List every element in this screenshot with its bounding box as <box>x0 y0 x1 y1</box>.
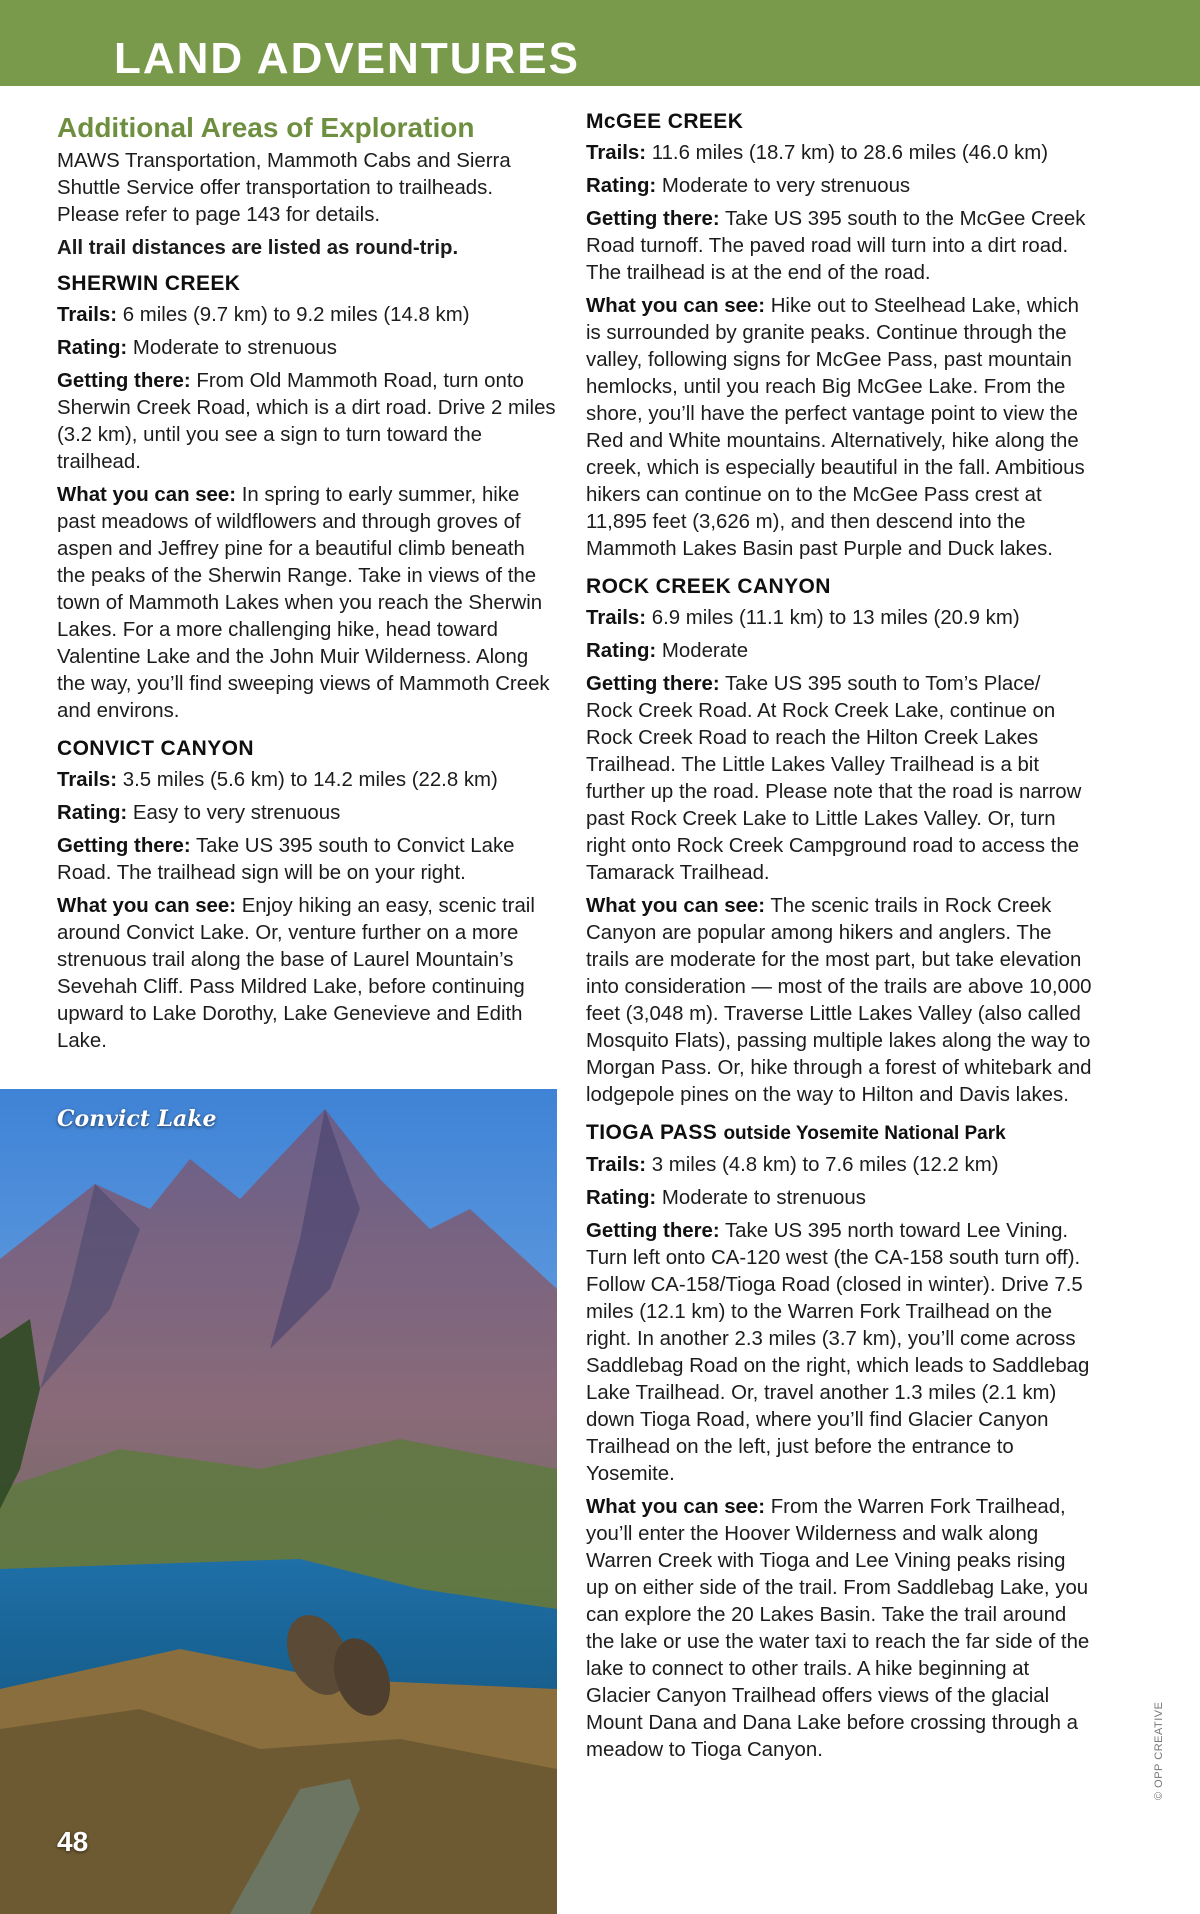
trail-rating <box>586 173 1092 200</box>
trail-what-you-can-see <box>57 482 557 725</box>
what-you-can-see-label: What you can see: <box>586 1496 766 1518</box>
rating-value: Moderate to strenuous <box>661 1187 866 1209</box>
trail-what-you-can-see <box>586 293 1092 563</box>
left-column <box>57 110 557 1061</box>
what-you-can-see-label: What you can see: <box>586 895 766 917</box>
trail-rating <box>57 335 557 362</box>
trail-what-you-can-see <box>586 1494 1092 1764</box>
getting-there-label: Getting there: <box>586 1220 720 1242</box>
mountain-lake-illustration <box>0 1089 557 1914</box>
photo-credit: © OPP CREATIVE <box>1153 1701 1165 1800</box>
trail-distance <box>586 605 1092 632</box>
rating-label: Rating: <box>586 1187 657 1209</box>
what-you-can-see-text: The scenic trails in Rock Creek Canyon are popular among hikers and anglers. The trails are moderate for the most part, but take elevation into consideration — most of the trails are above 10,000 feet (3,048 m). Traverse Little Lakes Valley (also called Mosquito Flats), passing multiple lakes along the way to Morgan Pass. Or, hike through a forest of whitebark and lodgepole pines on the way to Hilton and Davis lakes. <box>586 895 1092 1106</box>
header-band <box>0 0 1200 86</box>
trail-distance <box>586 1152 1092 1179</box>
rating-value: Easy to very strenuous <box>132 802 341 824</box>
trail-section-tioga-pass <box>586 1119 1092 1764</box>
what-you-can-see-label: What you can see: <box>57 484 237 506</box>
convict-lake-photo <box>0 1089 557 1914</box>
trail-rating <box>586 1185 1092 1212</box>
trail-getting-there <box>57 833 557 887</box>
trail-rating <box>586 638 1092 665</box>
trail-title-extra: outside Yosemite National Park <box>723 1123 1006 1144</box>
getting-there-text: Take US 395 north toward Lee Vining. Turn left onto CA-120 west (the CA-158 south turn off). Follow CA-158/Tioga Road (closed in winter). Drive 7.5 miles (12.1 km) to the Warren Fork Trailhead on the right. In another 2.3 miles (3.7 km), you’ll come across Saddlebag Road on the right, which leads to Saddlebag Lake Trailhead. Or, travel another 1.3 miles (2.1 km) down Tioga Road, where you’ll find Glacier Canyon Trailhead on the left, just before the entrance to Yosemite. <box>586 1220 1090 1485</box>
trail-getting-there <box>57 368 557 476</box>
trails-value: 3 miles (4.8 km) to 7.6 miles (12.2 km) <box>651 1154 999 1176</box>
trails-value: 3.5 miles (5.6 km) to 14.2 miles (22.8 km) <box>122 769 498 791</box>
trail-title: ROCK CREEK CANYON <box>586 575 831 598</box>
trail-title: SHERWIN CREEK <box>57 272 241 295</box>
trail-section-sherwin-creek <box>57 270 557 725</box>
what-you-can-see-text: In spring to early summer, hike past meadows of wildflowers and through groves of aspen and Jeffrey pine for a beautiful climb beneath the peaks of the Sherwin Range. Take in views of the town of Mammoth Lakes when you reach the Sherwin Lakes. For a more challenging hike, head toward Valentine Lake and the John Muir Wilderness. Along the way, you’ll find sweeping views of Mammoth Creek and environs. <box>57 484 550 722</box>
intro-paragraph: MAWS Transportation, Mammoth Cabs and Sierra Shuttle Service offer transportation to trailheads. Please refer to page 143 for details. <box>57 150 511 226</box>
what-you-can-see-text: From the Warren Fork Trailhead, you’ll enter the Hoover Wilderness and walk along Warren Creek with Tioga and Lee Vining peaks rising up on either side of the trail. From Saddlebag Lake, you can explore the 20 Lakes Basin. Take the trail around the lake or use the water taxi to reach the far side of the lake to connect to other trails. A hike beginning at Glacier Canyon Trailhead offers views of the glacial Mount Dana and Dana Lake before crossing through a meadow to Tioga Canyon. <box>586 1496 1090 1761</box>
trails-label: Trails: <box>586 142 647 164</box>
page-number: 48 <box>57 1826 89 1857</box>
trails-label: Trails: <box>57 769 118 791</box>
photo-caption: Convict Lake <box>57 1106 217 1132</box>
getting-there-label: Getting there: <box>586 208 720 230</box>
trail-section-mcgee-creek <box>586 108 1092 563</box>
trail-getting-there <box>586 206 1092 287</box>
getting-there-text: From Old Mammoth Road, turn onto Sherwin Creek Road, which is a dirt road. Drive 2 miles (3.2 km), until you see a sign to turn toward the trailhead. <box>57 370 556 473</box>
trails-label: Trails: <box>586 1154 647 1176</box>
getting-there-text: Take US 395 south to Tom’s Place/ Rock Creek Road. At Rock Creek Lake, continue on Rock Creek Road to reach the Hilton Creek Lakes Trailhead. The Little Lakes Valley Trailhead is a bit further up the road. Please note that the road is narrow past Rock Creek Lake to Little Lakes Valley. Or, turn right onto Rock Creek Campground road to access the Tamarack Trailhead. <box>586 673 1082 884</box>
trails-value: 11.6 miles (18.7 km) to 28.6 miles (46.0 km) <box>651 142 1048 164</box>
trail-distance <box>57 767 557 794</box>
trail-section-convict-canyon <box>57 735 557 1055</box>
getting-there-text: Take US 395 south to the McGee Creek Road turnoff. The paved road will turn into a dirt road. The trailhead is at the end of the road. <box>586 208 1086 284</box>
getting-there-label: Getting there: <box>57 835 191 857</box>
trail-what-you-can-see <box>586 893 1092 1109</box>
trails-value: 6 miles (9.7 km) to 9.2 miles (14.8 km) <box>122 304 470 326</box>
rating-value: Moderate <box>661 640 749 662</box>
rating-label: Rating: <box>586 640 657 662</box>
rating-value: Moderate to very strenuous <box>661 175 911 197</box>
rating-value: Moderate to strenuous <box>132 337 337 359</box>
trail-title: CONVICT CANYON <box>57 737 254 760</box>
rating-label: Rating: <box>57 337 128 359</box>
section-heading: Additional Areas of Exploration <box>57 112 475 143</box>
page-section-title: LAND ADVENTURES <box>114 34 580 83</box>
trails-value: 6.9 miles (11.1 km) to 13 miles (20.9 km) <box>651 607 1020 629</box>
rating-label: Rating: <box>586 175 657 197</box>
trail-getting-there <box>586 671 1092 887</box>
what-you-can-see-text: Enjoy hiking an easy, scenic trail around Convict Lake. Or, venture further on a more strenuous trail along the base of Laurel Mountain’s Sevehah Cliff. Pass Mildred Lake, before continuing upward to Lake Dorothy, Lake Genevieve and Edith Lake. <box>57 895 535 1052</box>
right-column <box>586 108 1092 1770</box>
trail-title-main: TIOGA PASS <box>586 1121 718 1144</box>
trails-label: Trails: <box>57 304 118 326</box>
trail-rating <box>57 800 557 827</box>
trail-section-rock-creek-canyon <box>586 573 1092 1109</box>
what-you-can-see-label: What you can see: <box>586 295 766 317</box>
trail-title: McGEE CREEK <box>586 110 744 133</box>
getting-there-label: Getting there: <box>57 370 191 392</box>
what-you-can-see-label: What you can see: <box>57 895 237 917</box>
getting-there-label: Getting there: <box>586 673 720 695</box>
getting-there-text: Take US 395 south to Convict Lake Road. The trailhead sign will be on your right. <box>57 835 515 884</box>
rating-label: Rating: <box>57 802 128 824</box>
trail-what-you-can-see <box>57 893 557 1055</box>
what-you-can-see-text: Hike out to Steelhead Lake, which is surrounded by granite peaks. Continue through the valley, following signs for McGee Pass, past mountain hemlocks, until you reach Big McGee Lake. From the shore, you’ll have the perfect vantage point to view the Red and White mountains. Alternatively, hike along the creek, which is especially beautiful in the fall. Ambitious hikers can continue on to the McGee Pass crest at 11,895 feet (3,626 m), and then descend into the Mammoth Lakes Basin past Purple and Duck lakes. <box>586 295 1085 560</box>
trail-title <box>586 1119 1092 1148</box>
trails-label: Trails: <box>586 607 647 629</box>
trail-distance <box>586 140 1092 167</box>
round-trip-note: All trail distances are listed as round-trip. <box>57 237 459 259</box>
trail-distance <box>57 302 557 329</box>
trail-getting-there <box>586 1218 1092 1488</box>
